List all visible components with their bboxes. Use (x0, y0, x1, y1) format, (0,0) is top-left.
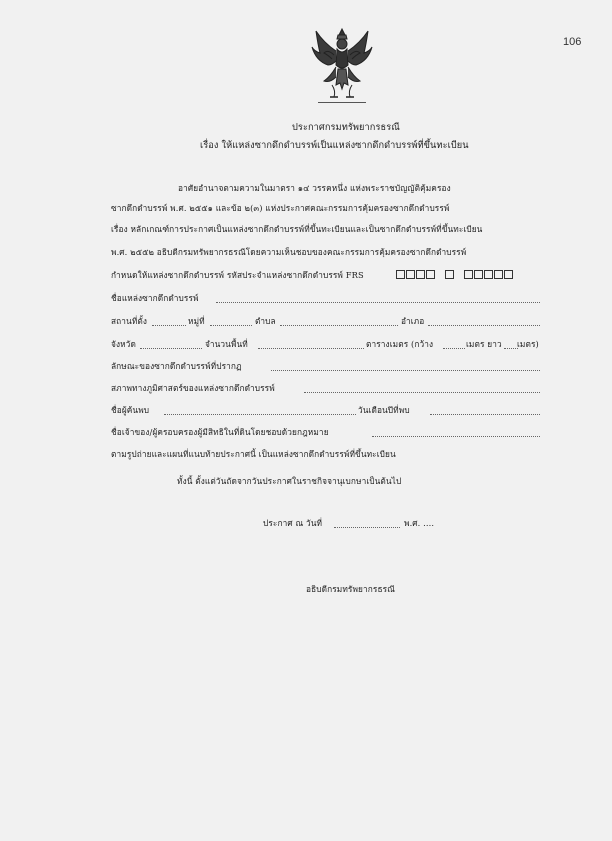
province-label: จังหวัด (111, 339, 136, 349)
found-date-field[interactable] (430, 414, 540, 415)
owner-label: ชื่อเจ้าของ/ผู้ครอบครองผู้มีสิทธิในที่ดินโดยชอบด้วยกฎหมาย (111, 427, 329, 437)
area-field[interactable] (258, 348, 364, 349)
code-box[interactable] (416, 270, 425, 279)
moo-field[interactable] (210, 325, 252, 326)
garuda-emblem-icon (310, 25, 374, 105)
finder-label: ชื่อผู้ค้นพบ (111, 405, 150, 415)
geology-label: สภาพทางภูมิศาสตร์ของแหล่งซากดึกดำบรรพ์ (111, 383, 275, 393)
found-date-label: วันเดือนปีที่พบ (358, 405, 410, 415)
area-label: จำนวนพื้นที่ (205, 339, 248, 349)
emblem-rule (318, 102, 366, 103)
code-box[interactable] (464, 270, 473, 279)
characteristics-field[interactable] (271, 370, 540, 371)
announced-date-field[interactable] (334, 527, 400, 528)
geology-field[interactable] (304, 392, 540, 393)
code-box[interactable] (484, 270, 493, 279)
amphoe-field[interactable] (428, 325, 540, 326)
body-line-2: ซากดึกดำบรรพ์ พ.ศ. ๒๕๕๑ และข้อ ๒(๓) แห่งประกาศคณะกรรมการคุ้มครองซากดึกดำบรรพ์ (111, 203, 450, 213)
site-name-field[interactable] (216, 302, 540, 303)
owner-field[interactable] (372, 436, 540, 437)
code-box[interactable] (494, 270, 503, 279)
code-box[interactable] (396, 270, 405, 279)
length-label: เมตร ยาว (466, 339, 502, 349)
moo-label: หมู่ที่ (188, 316, 205, 326)
notice-title: ประกาศกรมทรัพยากรธรณี (292, 122, 400, 133)
code-box[interactable] (445, 270, 454, 279)
meter-end-label: เมตร) (517, 339, 539, 349)
width-field[interactable] (443, 348, 465, 349)
body-line-1: อาศัยอำนาจตามความในมาตรา ๑๔ วรรคหนึ่ง แห่งพระราชบัญญัติคุ้มครอง (178, 183, 451, 193)
tambon-field[interactable] (280, 325, 398, 326)
province-field[interactable] (140, 348, 202, 349)
location-label: สถานที่ตั้ง (111, 316, 148, 326)
code-box[interactable] (406, 270, 415, 279)
length-field[interactable] (504, 348, 518, 349)
body-line-4: พ.ศ. ๒๕๕๒ อธิบดีกรมทรัพยากรธรณีโดยความเห็นชอบของคณะกรรมการคุ้มครองซากดึกดำบรรพ์ (111, 247, 467, 257)
page-number: 106 (563, 36, 582, 48)
announced-label: ประกาศ ณ วันที่ (263, 518, 323, 528)
code-box[interactable] (426, 270, 435, 279)
code-box[interactable] (474, 270, 483, 279)
frs-code-boxes[interactable] (396, 270, 514, 279)
sqm-label: ตารางเมตร (กว้าง (366, 339, 434, 349)
amphoe-label: อำเภอ (401, 316, 425, 326)
body-line-3: เรื่อง หลักเกณฑ์การประกาศเป็นแหล่งซากดึกดำบรรพ์ที่ขึ้นทะเบียนและเป็นซากดึกดำบรรพ์ที่ขึ้นทะเบียน (111, 224, 483, 234)
code-box[interactable] (504, 270, 513, 279)
be-label: พ.ศ. .... (404, 518, 435, 528)
notice-subject: เรื่อง ให้แหล่งซากดึกดำบรรพ์เป็นแหล่งซากดึกดำบรรพ์ที่ขึ้นทะเบียน (200, 140, 469, 151)
site-name-label: ชื่อแหล่งซากดึกดำบรรพ์ (111, 293, 199, 303)
characteristics-label: ลักษณะของซากดึกดำบรรพ์ที่ปรากฏ (111, 361, 242, 371)
location-field[interactable] (152, 325, 186, 326)
signer-title: อธิบดีกรมทรัพยากรธรณี (306, 584, 395, 594)
tambon-label: ตำบล (255, 316, 276, 326)
body-line-5: กำหนดให้แหล่งซากดึกดำบรรพ์ รหัสประจำแหล่งซากดึกดำบรรพ์ FRS (111, 270, 364, 280)
map-note: ตามรูปถ่ายและแผนที่แนบท้ายประกาศนี้ เป็นแหล่งซากดึกดำบรรพ์ที่ขึ้นทะเบียน (111, 449, 396, 459)
finder-field[interactable] (164, 414, 356, 415)
effective-text: ทั้งนี้ ตั้งแต่วันถัดจากวันประกาศในราชกิจจานุเบกษาเป็นต้นไป (177, 476, 402, 486)
